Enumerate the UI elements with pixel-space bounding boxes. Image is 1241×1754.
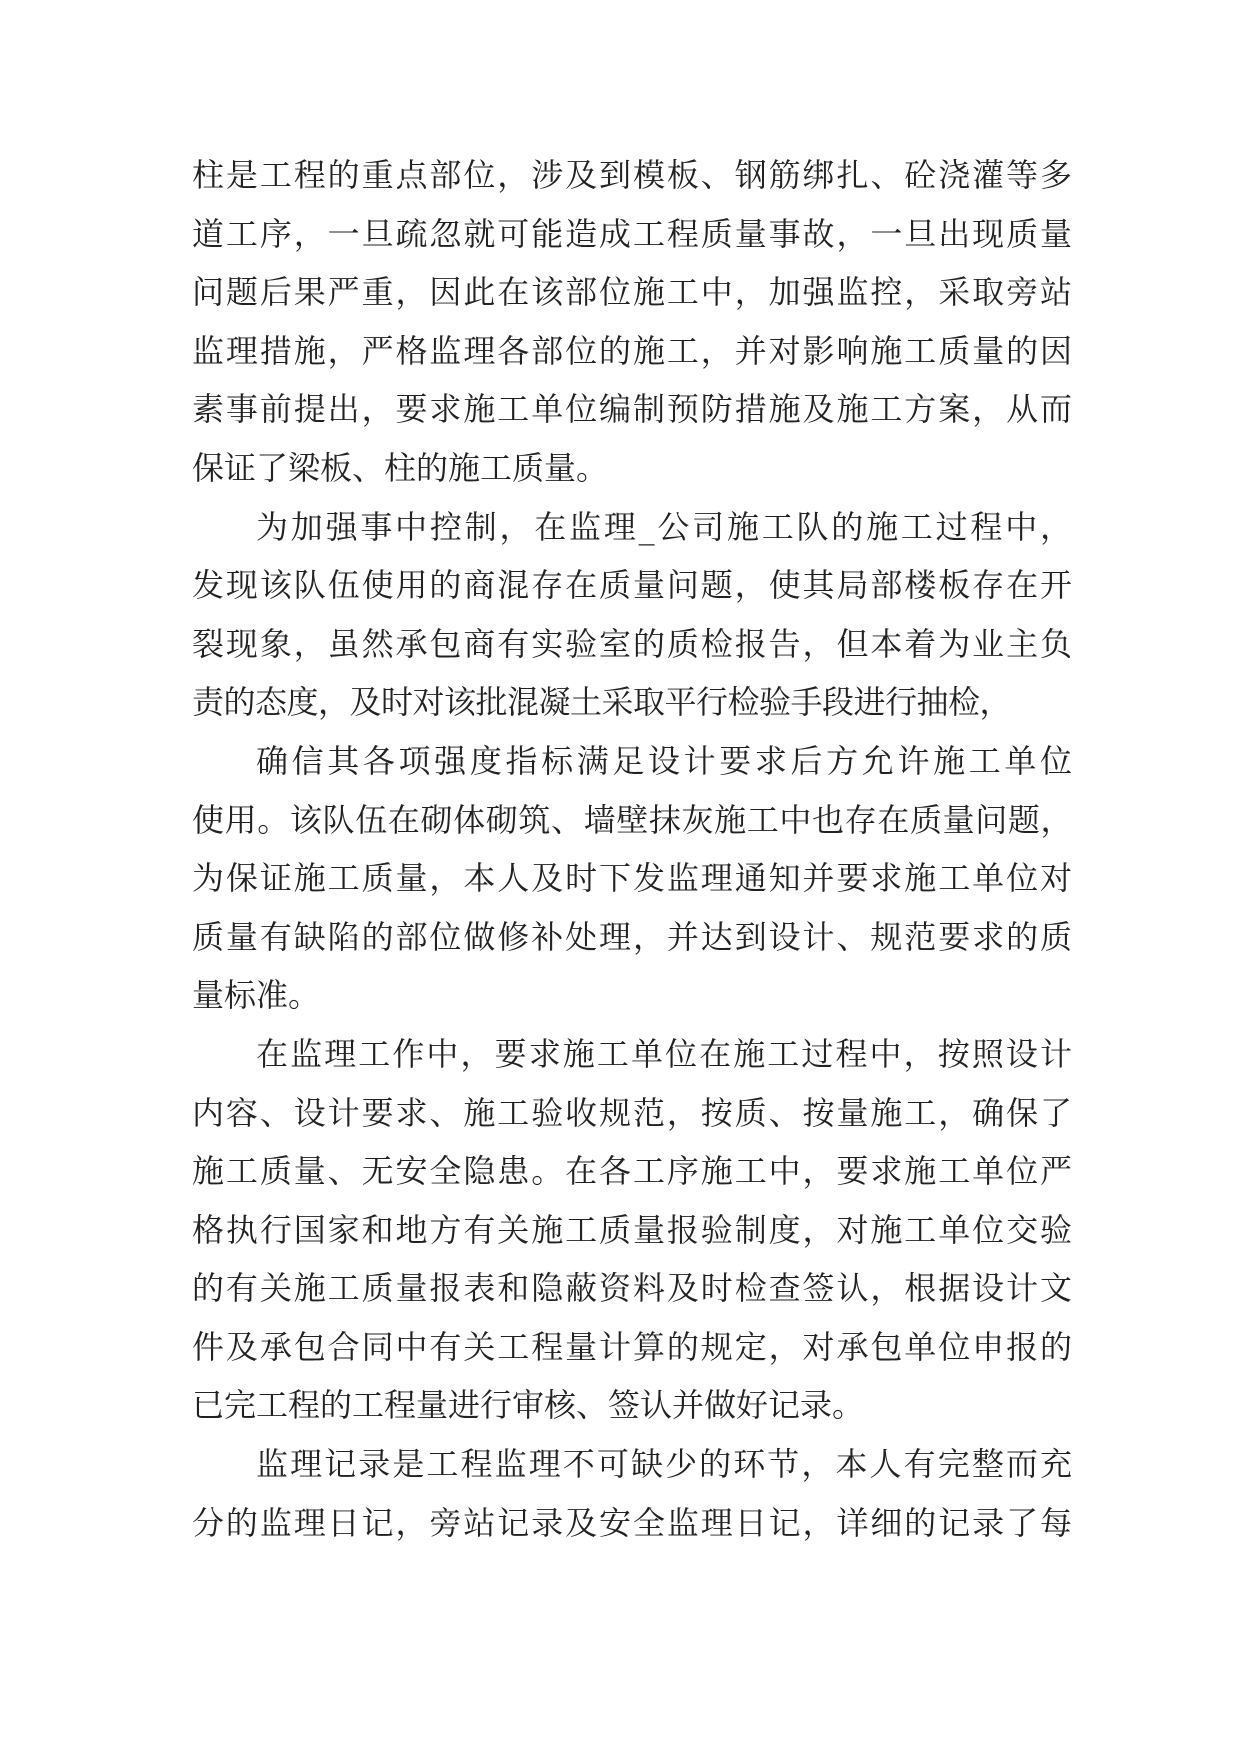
paragraph-1-line-5: 素事前提出，要求施工单位编制预防措施及施工方案，从而: [192, 390, 1072, 429]
paragraph-2-line-4: 责的态度，及时对该批混凝土采取平行检验手段进行抽检，: [192, 683, 1012, 722]
document-body: [192, 146, 1072, 1552]
paragraph-5-line-2: 分的监理日记，旁站记录及安全监理日记，详细的记录了每: [192, 1503, 1072, 1542]
paragraph-4-line-3: 施工质量、无安全隐患。在各工序施工中，要求施工单位严: [192, 1152, 1072, 1191]
paragraph-5-line-1: 监理记录是工程监理不可缺少的环节，本人有完整而充: [256, 1445, 1072, 1484]
paragraph-3-line-3: 为保证施工质量，本人及时下发监理通知并要求施工单位对: [192, 859, 1072, 898]
paragraph-1-line-6: 保证了梁板、柱的施工质量。: [192, 448, 609, 487]
paragraph-2-line-2: 发现该队伍使用的商混存在质量问题，使其局部楼板存在开: [192, 566, 1072, 605]
paragraph-1-line-4: 监理措施，严格监理各部位的施工，并对影响施工质量的因: [192, 331, 1072, 370]
paragraph-2-line-3: 裂现象，虽然承包商有实验室的质检报告，但本着为业主负: [192, 624, 1072, 663]
paragraph-4-line-5: 的有关施工质量报表和隐蔽资料及时检查签认，根据设计文: [192, 1269, 1072, 1308]
paragraph-3-line-5: 量标准。: [192, 976, 321, 1015]
paragraph-2-line-1: 为加强事中控制，在监理_公司施工队的施工过程中，: [256, 507, 1072, 546]
paragraph-3-line-4: 质量有缺陷的部位做修补处理，并达到设计、规范要求的质: [192, 917, 1072, 956]
paragraph-3-line-1: 确信其各项强度指标满足设计要求后方允许施工单位: [256, 741, 1072, 780]
paragraph-1-line-2: 道工序，一旦疏忽就可能造成工程质量事故，一旦出现质量: [192, 214, 1072, 253]
paragraph-4-line-1: 在监理工作中，要求施工单位在施工过程中，按照设计: [256, 1034, 1072, 1073]
paragraph-4-line-7: 已完工程的工程量进行审核、签认并做好记录。: [192, 1386, 865, 1425]
paragraph-1-line-1: 柱是工程的重点部位，涉及到模板、钢筋绑扎、砼浇灌等多: [192, 156, 1072, 194]
paragraph-1-line-3: 问题后果严重，因此在该部位施工中，加强监控，采取旁站: [192, 273, 1072, 312]
paragraph-4-line-4: 格执行国家和地方有关施工质量报验制度，对施工单位交验: [192, 1210, 1072, 1249]
paragraph-4-line-2: 内容、设计要求、施工验收规范，按质、按量施工，确保了: [192, 1093, 1072, 1132]
paragraph-4-line-6: 件及承包合同中有关工程量计算的规定，对承包单位申报的: [192, 1327, 1072, 1366]
paragraph-3-line-2: 使用。该队伍在砌体砌筑、墙壁抹灰施工中也存在质量问题，: [192, 800, 1072, 839]
